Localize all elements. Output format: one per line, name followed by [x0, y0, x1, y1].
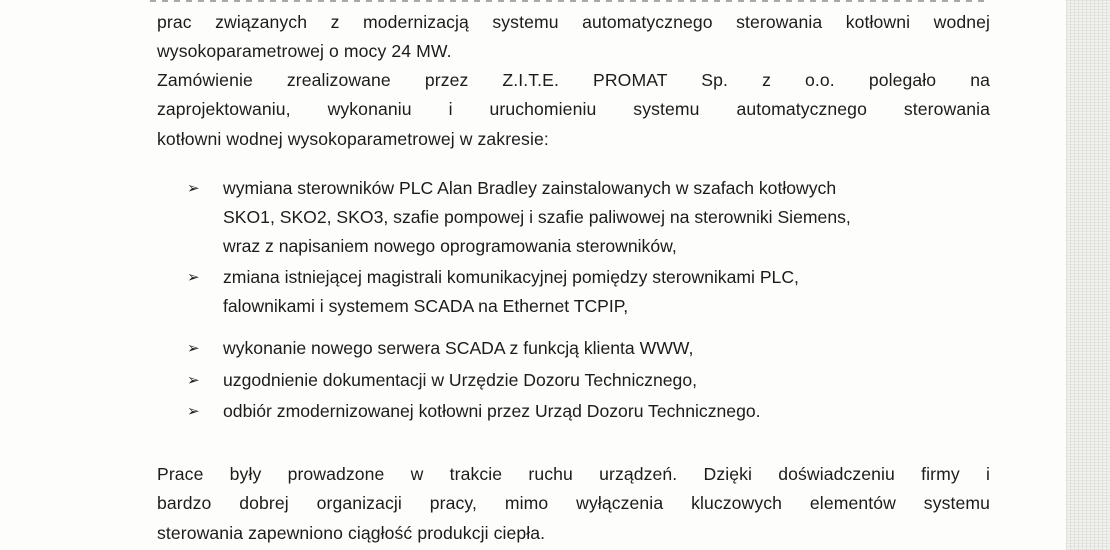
arrow-bullet-icon: ➢: [187, 340, 200, 357]
order-paragraph: [157, 66, 990, 154]
bullet-line: uzgodnienie dokumentacji w Urzędzie Dozoru Technicznego,: [223, 370, 697, 390]
intro-line: prac związanych z modernizacją systemu automatycznego sterowania kotłowni wodnej: [157, 12, 990, 32]
bullet-line: SKO1, SKO2, SKO3, szafie pompowej i szafie paliwowej na sterowniki Siemens,: [223, 207, 851, 227]
bullet-line: falownikami i systemem SCADA na Ethernet TCPIP,: [223, 296, 629, 316]
closing-line: sterowania zapewniono ciągłość produkcji ciepła.: [157, 522, 546, 543]
scan-edge-texture: [1066, 0, 1110, 550]
bullet-line: zmiana istniejącej magistrali komunikacyjnej pomiędzy sterownikami PLC,: [223, 267, 799, 287]
closing-line: Prace były prowadzone w trakcie ruchu urządzeń. Dzięki doświadczeniu firmy i: [157, 464, 990, 484]
order-line: zaprojektowaniu, wykonaniu i uruchomieniu systemu automatycznego sterowania: [157, 99, 990, 120]
cut-off-previous-line: [150, 0, 990, 2]
bullet-line: wraz z napisaniem nowego oprogramowania sterowników,: [223, 236, 677, 256]
order-line: Zamówienie zrealizowane przez Z.I.T.E. PROMAT Sp. z o.o. polegało na: [157, 70, 990, 90]
order-line: kotłowni wodnej wysokoparametrowej w zakresie:: [157, 128, 549, 149]
closing-paragraph: [157, 460, 990, 548]
bullet-line: odbiór zmodernizowanej kotłowni przez Urząd Dozoru Technicznego.: [223, 401, 761, 421]
closing-line: bardzo dobrej organizacji pracy, mimo wyłączenia kluczowych elementów systemu: [157, 493, 990, 514]
arrow-bullet-icon: ➢: [187, 180, 200, 197]
bullet-line: wymiana sterowników PLC Alan Bradley zainstalowanych w szafach kotłowych: [223, 178, 837, 198]
intro-line: wysokoparametrowej o mocy 24 MW.: [157, 41, 452, 62]
arrow-bullet-icon: ➢: [187, 372, 200, 389]
arrow-bullet-icon: ➢: [187, 269, 200, 286]
arrow-bullet-icon: ➢: [187, 403, 200, 420]
intro-paragraph: [157, 8, 990, 67]
bullet-line: wykonanie nowego serwera SCADA z funkcją klienta WWW,: [223, 338, 694, 358]
